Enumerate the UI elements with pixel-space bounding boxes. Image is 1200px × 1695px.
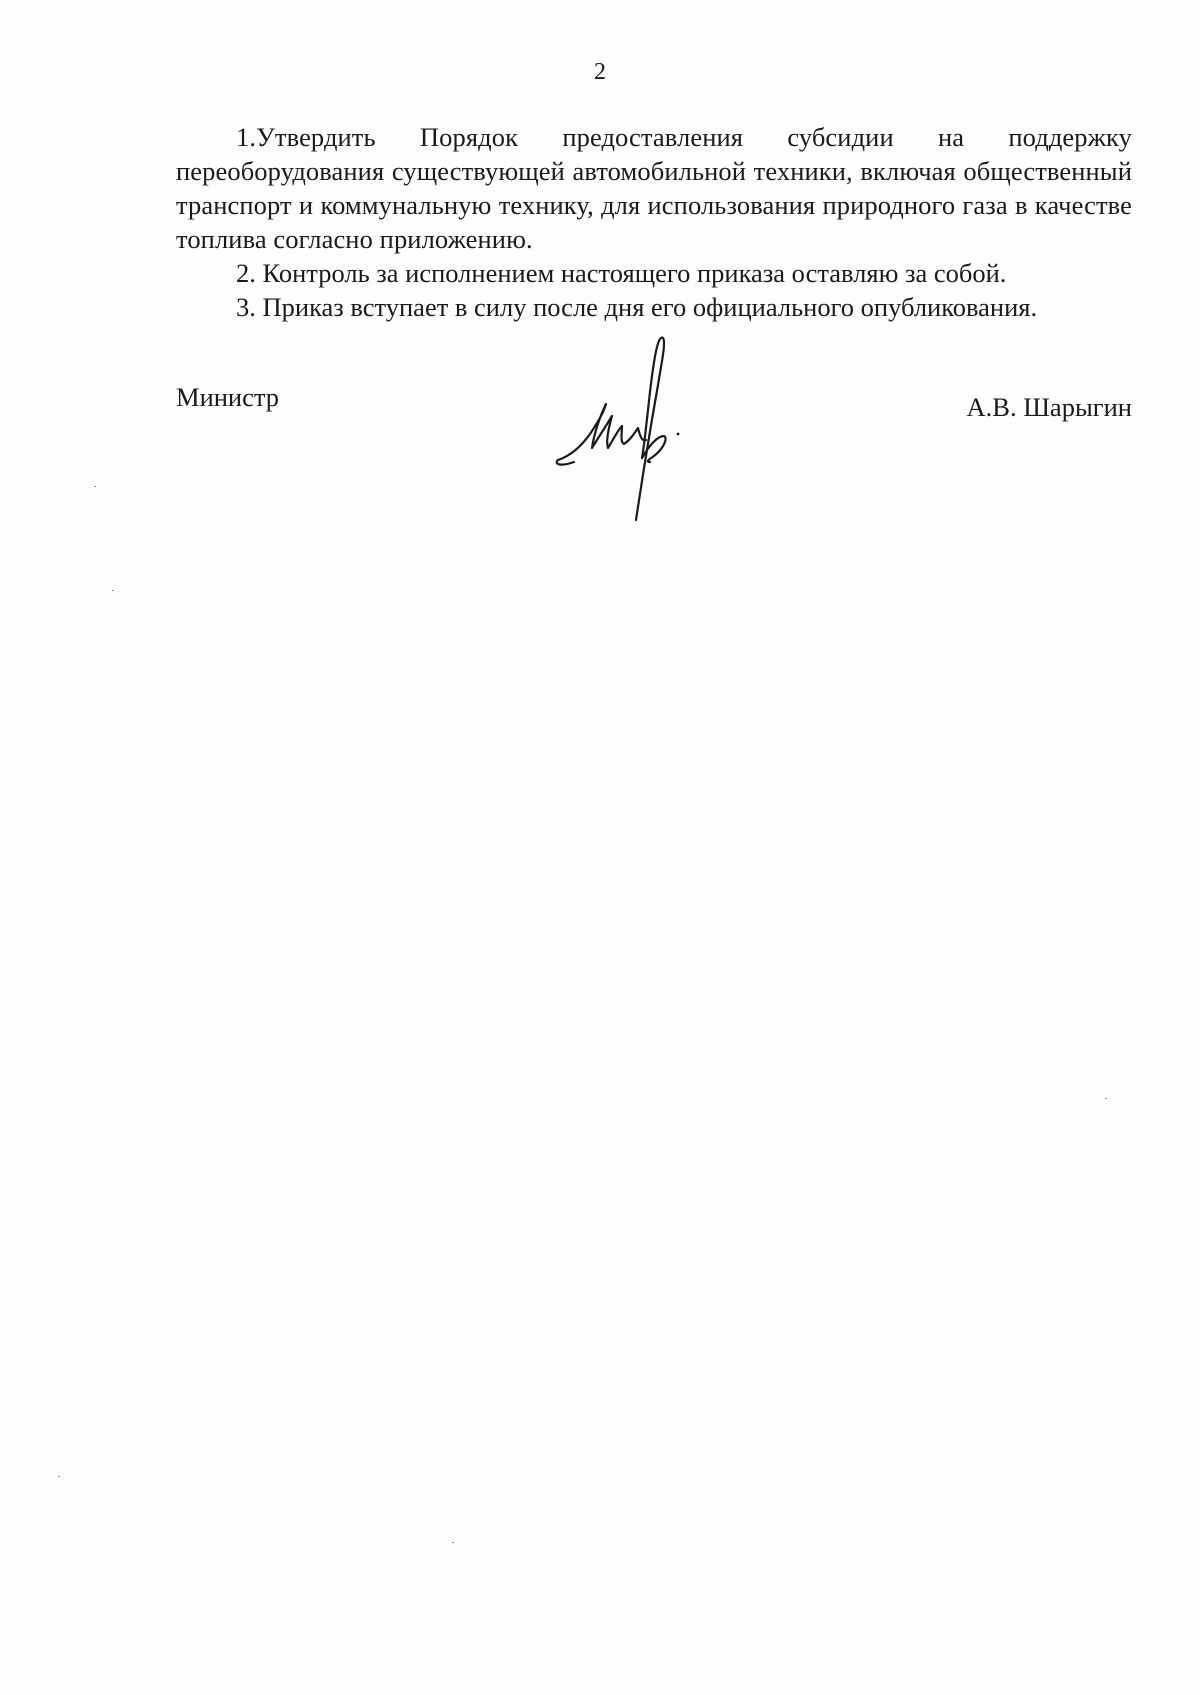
paragraph-1: 1.Утвердить Порядок предоставления субсидии на поддержку переоборудования существующей автомобильной техники, включая общественный транспорт и коммунальную технику, для использования природного газа в качестве топлива согласно приложению. bbox=[176, 122, 1132, 254]
signatory-name: А.В. Шарыгин bbox=[966, 392, 1132, 422]
signatory-role: Министр bbox=[176, 382, 280, 412]
document-body bbox=[176, 120, 1132, 324]
scan-speck bbox=[58, 1476, 60, 1477]
paragraph-2: 2. Контроль за исполнением настоящего приказа оставляю за собой. bbox=[236, 258, 1007, 288]
handwritten-signature bbox=[550, 330, 710, 530]
scan-speck bbox=[112, 590, 114, 591]
signature-block bbox=[176, 380, 1132, 530]
paragraph-3: 3. Приказ вступает в силу после дня его официального опубликования. bbox=[236, 292, 1038, 322]
scan-speck bbox=[452, 1542, 454, 1543]
scan-speck bbox=[94, 486, 96, 487]
scan-speck bbox=[1105, 1098, 1107, 1099]
page-number: 2 bbox=[594, 59, 606, 85]
